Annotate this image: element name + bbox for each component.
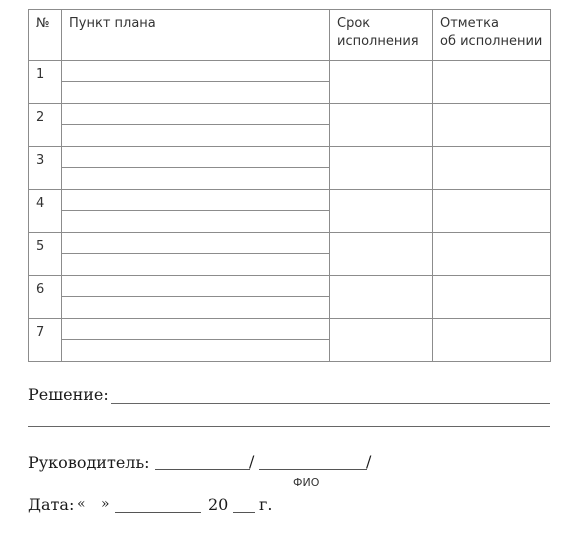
row-number: 7 xyxy=(36,325,45,340)
row-number-cell xyxy=(29,276,62,319)
plan-item-cell[interactable] xyxy=(62,319,330,362)
deadline-cell[interactable] xyxy=(330,147,433,190)
plan-item-line xyxy=(62,296,329,297)
mark-cell[interactable] xyxy=(433,104,551,147)
row-number: 3 xyxy=(36,153,45,168)
plan-item-cell[interactable] xyxy=(62,104,330,147)
row-number: 6 xyxy=(36,282,45,297)
plan-item-line xyxy=(62,210,329,211)
row-number-cell xyxy=(29,319,62,362)
row-number-cell xyxy=(29,190,62,233)
row-number: 4 xyxy=(36,196,45,211)
plan-item-cell[interactable] xyxy=(62,233,330,276)
decision-field-line[interactable] xyxy=(111,403,550,404)
mark-cell[interactable] xyxy=(433,147,551,190)
plan-item-line xyxy=(62,167,329,168)
plan-item-cell[interactable] xyxy=(62,61,330,104)
table-row xyxy=(29,276,551,319)
plan-item-line xyxy=(62,339,329,340)
table-row xyxy=(29,233,551,276)
mark-cell[interactable] xyxy=(433,319,551,362)
mark-cell[interactable] xyxy=(433,61,551,104)
table-row xyxy=(29,190,551,233)
mark-cell[interactable] xyxy=(433,233,551,276)
fio-caption: ФИО xyxy=(293,476,320,489)
leader-slash-2: / xyxy=(366,452,372,471)
deadline-cell[interactable] xyxy=(330,61,433,104)
plan-table xyxy=(28,9,551,362)
date-year-line[interactable] xyxy=(233,512,255,513)
deadline-cell[interactable] xyxy=(330,190,433,233)
header-mark: Отметка об исполнении xyxy=(433,10,551,61)
deadline-cell[interactable] xyxy=(330,319,433,362)
plan-item-line xyxy=(62,81,329,82)
table-row xyxy=(29,61,551,104)
date-label: Дата: xyxy=(28,495,75,514)
leader-label: Руководитель: xyxy=(28,453,150,472)
plan-item-cell[interactable] xyxy=(62,276,330,319)
plan-item-line xyxy=(62,124,329,125)
deadline-cell[interactable] xyxy=(330,233,433,276)
date-year-prefix: 20 xyxy=(208,495,229,514)
deadline-cell[interactable] xyxy=(330,276,433,319)
plan-item-cell[interactable] xyxy=(62,147,330,190)
table-row xyxy=(29,147,551,190)
row-number: 2 xyxy=(36,110,45,125)
row-number-cell xyxy=(29,61,62,104)
decision-field-line-2[interactable] xyxy=(28,426,550,427)
table-header-row xyxy=(29,10,551,61)
mark-cell[interactable] xyxy=(433,276,551,319)
header-num: № xyxy=(29,10,62,61)
row-number-cell xyxy=(29,147,62,190)
leader-name-line[interactable] xyxy=(259,469,367,470)
header-deadline: Срок исполнения xyxy=(330,10,433,61)
row-number-cell xyxy=(29,233,62,276)
table-row xyxy=(29,104,551,147)
leader-signature-line[interactable] xyxy=(155,469,250,470)
date-year-suffix: г. xyxy=(259,495,273,514)
mark-cell[interactable] xyxy=(433,190,551,233)
plan-item-cell[interactable] xyxy=(62,190,330,233)
row-number: 5 xyxy=(36,239,45,254)
table-row xyxy=(29,319,551,362)
row-number-cell xyxy=(29,104,62,147)
decision-label: Решение: xyxy=(28,385,109,404)
row-number: 1 xyxy=(36,67,45,82)
leader-slash-1: / xyxy=(249,452,255,471)
date-close-quote: » xyxy=(101,496,110,512)
header-item: Пункт плана xyxy=(62,10,330,61)
date-open-quote: « xyxy=(77,496,86,512)
date-month-line[interactable] xyxy=(115,512,201,513)
deadline-cell[interactable] xyxy=(330,104,433,147)
plan-item-line xyxy=(62,253,329,254)
